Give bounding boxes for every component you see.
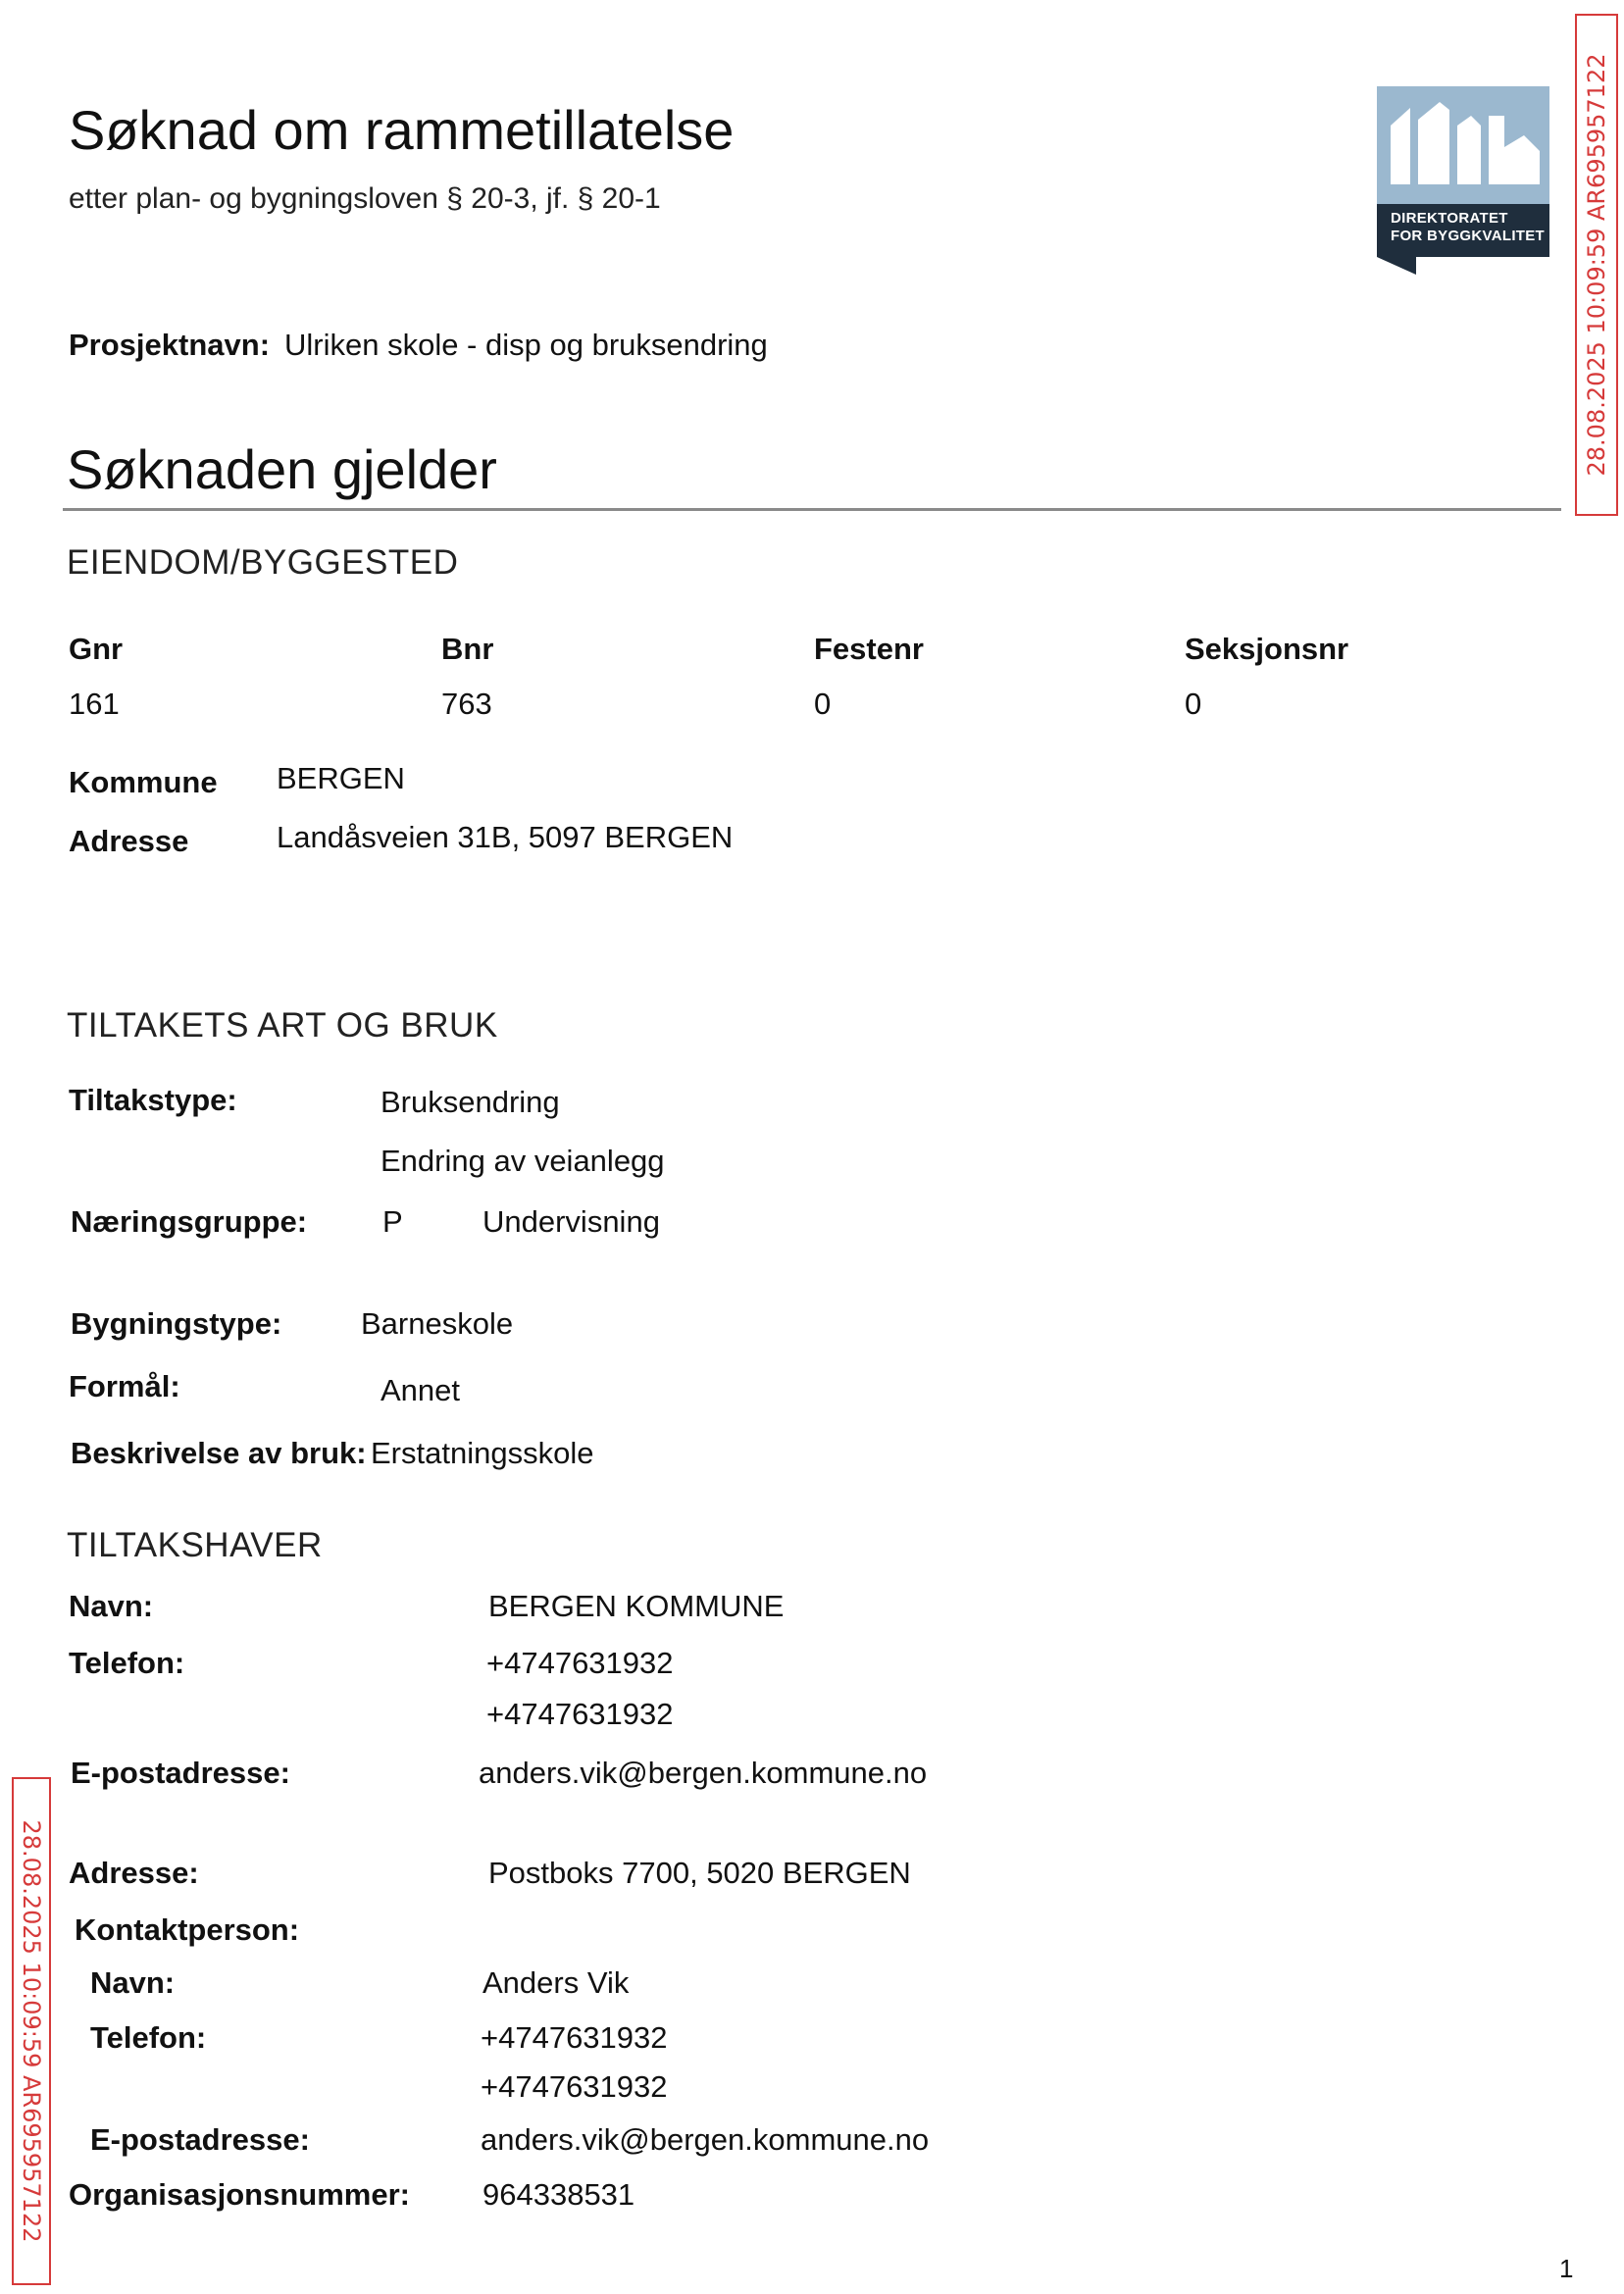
beskrivelse-label: Beskrivelse av bruk: — [71, 1436, 367, 1470]
date-stamp-left — [12, 1777, 51, 2285]
bnr-label: Bnr — [441, 632, 494, 666]
document-subtitle: etter plan- og bygningsloven § 20-3, jf. § 20-1 — [69, 182, 661, 215]
date-stamp-text: 28.08.2025 10:09:59 AR695957122 — [1583, 53, 1610, 477]
adresse-value: Landåsveien 31B, 5097 BERGEN — [277, 820, 734, 854]
kp-epost-label: E-postadresse: — [90, 2122, 310, 2157]
gnr-value: 161 — [69, 687, 120, 721]
gnr-label: Gnr — [69, 632, 124, 666]
project-value: Ulriken skole - disp og bruksendring — [284, 328, 768, 362]
seksjonsnr-value: 0 — [1185, 687, 1202, 721]
logo-text-line1: DIREKTORATET — [1391, 210, 1508, 227]
beskrivelse-value: Erstatningsskole — [371, 1436, 594, 1470]
bnr-value: 763 — [441, 687, 492, 721]
th-epost-label: E-postadresse: — [71, 1756, 290, 1790]
th-epost-value: anders.vik@bergen.kommune.no — [479, 1756, 928, 1790]
date-stamp-text: 28.08.2025 10:09:59 AR695957122 — [18, 1819, 45, 2243]
orgnr-label: Organisasjonsnummer: — [69, 2177, 410, 2212]
tiltakshaver-heading: TILTAKSHAVER — [67, 1526, 323, 1564]
formal-label: Formål: — [69, 1369, 180, 1403]
kommune-label: Kommune — [69, 765, 218, 799]
section-heading: Søknaden gjelder — [67, 438, 497, 500]
naeringsgruppe-label: Næringsgruppe: — [71, 1204, 308, 1239]
page-number: 1 — [1559, 2254, 1574, 2283]
th-telefon-value-1: +4747631932 — [486, 1646, 674, 1680]
naeringsgruppe-code: P — [382, 1204, 403, 1239]
dibk-logo-icon — [1377, 86, 1549, 275]
kp-telefon-label: Telefon: — [90, 2020, 207, 2055]
seksjonsnr-label: Seksjonsnr — [1185, 632, 1349, 666]
th-telefon-label: Telefon: — [69, 1646, 185, 1680]
naeringsgruppe-value: Undervisning — [482, 1204, 660, 1239]
tiltakstype-value-2: Endring av veianlegg — [381, 1144, 665, 1178]
kontaktperson-label: Kontaktperson: — [75, 1912, 300, 1947]
project-label: Prosjektnavn: — [69, 328, 271, 362]
festenr-label: Festenr — [814, 632, 924, 666]
kp-telefon-value-2: +4747631932 — [481, 2069, 668, 2104]
formal-value: Annet — [381, 1373, 461, 1407]
th-telefon-value-2: +4747631932 — [486, 1697, 674, 1731]
th-adresse-value: Postboks 7700, 5020 BERGEN — [488, 1856, 911, 1890]
tiltak-heading: TILTAKETS ART OG BRUK — [67, 1006, 498, 1045]
orgnr-value: 964338531 — [482, 2177, 635, 2212]
bygningstype-value: Barneskole — [361, 1306, 514, 1341]
kp-navn-value: Anders Vik — [482, 1965, 630, 2000]
kp-navn-label: Navn: — [90, 1965, 176, 2000]
kommune-value: BERGEN — [277, 761, 405, 795]
th-navn-value: BERGEN KOMMUNE — [488, 1589, 785, 1623]
kp-epost-value: anders.vik@bergen.kommune.no — [481, 2122, 930, 2157]
bygningstype-label: Bygningstype: — [71, 1306, 282, 1341]
document-title: Søknad om rammetillatelse — [69, 99, 735, 161]
section-divider — [63, 508, 1561, 511]
eiendom-heading: EIENDOM/BYGGESTED — [67, 543, 459, 582]
tiltakstype-value-1: Bruksendring — [381, 1085, 560, 1119]
date-stamp-right — [1575, 14, 1618, 516]
th-navn-label: Navn: — [69, 1589, 154, 1623]
logo-text-line2: FOR BYGGKVALITET — [1391, 228, 1546, 244]
tiltakstype-label: Tiltakstype: — [69, 1083, 237, 1117]
festenr-value: 0 — [814, 687, 832, 721]
dibk-logo — [1377, 86, 1549, 275]
th-adresse-label: Adresse: — [69, 1856, 199, 1890]
kp-telefon-value-1: +4747631932 — [481, 2020, 668, 2055]
adresse-label: Adresse — [69, 824, 189, 858]
